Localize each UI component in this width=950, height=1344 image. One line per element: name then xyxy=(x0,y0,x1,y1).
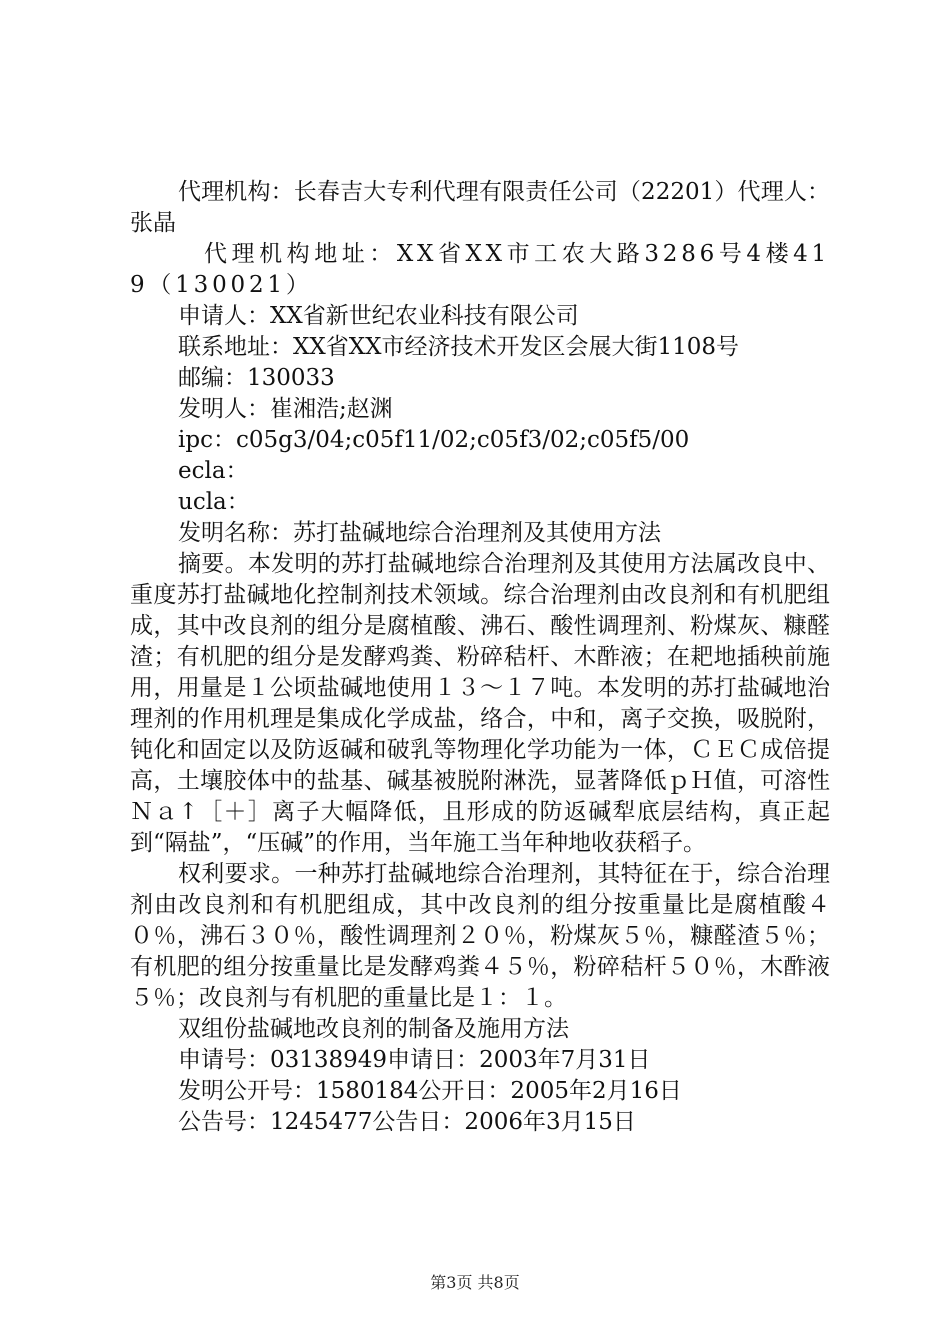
second-patent-title: 双组份盐碱地改良剂的制备及施用方法 xyxy=(178,1016,569,1042)
agency-address-paragraph: 代理机构地址：XX省XX市工农大路3286号4楼419（130021） xyxy=(130,241,830,298)
inventor-paragraph: 发明人：崔湘浩;赵渊 xyxy=(178,396,393,422)
contact-address-paragraph: 联系地址：XX省XX市经济技术开发区会展大街1108号 xyxy=(178,334,740,360)
ipc-paragraph: ipc：c05g3/04;c05f11/02;c05f3/02;c05f5/00 xyxy=(178,427,690,453)
page-footer: 第3页 共8页 xyxy=(430,1273,520,1292)
ecla-paragraph: ecla： xyxy=(178,458,249,484)
claims-paragraph: 权利要求。一种苏打盐碱地综合治理剂，其特征在于，综合治理剂由改良剂和有机肥组成，其中改良剂的组分按重量比是腐植酸４０％，沸石３０％，酸性调理剂２０％，粉煤灰５％，糠醛渣５％；有机肥的组分按重量比是发酵鸡粪４５％，粉碎秸杆５０％，木酢液５％；改良剂与有机肥的重量比是１：１。 xyxy=(130,861,830,1011)
abstract-paragraph: 摘要。本发明的苏打盐碱地综合治理剂及其使用方法属改良中、重度苏打盐碱地化控制剂技术领域。综合治理剂由改良剂和有机肥组成，其中改良剂的组分是腐植酸、沸石、酸性调理剂、粉煤灰、糠醛渣；有机肥的组分是发酵鸡粪、粉碎秸杆、木酢液；在耙地插秧前施用，用量是１公顷盐碱地使用１３～１７吨。本发明的苏打盐碱地治理剂的作用机理是集成化学成盐，络合，中和，离子交换，吸脱附，钝化和固定以及防返碱和破乳等物理化学功能为一体，ＣＥＣ成倍提高，土壤胶体中的盐基、碱基被脱附淋洗，显著降低ｐＨ值，可溶性Ｎａ↑［＋］离子大幅降低，且形成的防返碱犁底层结构，真正起到“隔盐”，“压碱”的作用，当年施工当年种地收获稻子。 xyxy=(130,551,830,856)
postcode-paragraph: 邮编：130033 xyxy=(178,365,335,391)
application-number-paragraph: 申请号：03138949申请日：2003年7月31日 xyxy=(178,1047,651,1073)
applicant-paragraph: 申请人：XX省新世纪农业科技有限公司 xyxy=(178,303,579,329)
agency-paragraph: 代理机构：长春吉大专利代理有限责任公司（22201）代理人：张晶 xyxy=(130,179,830,236)
announcement-number-paragraph: 公告号：1245477公告日：2006年3月15日 xyxy=(178,1109,636,1135)
invention-title-paragraph: 发明名称：苏打盐碱地综合治理剂及其使用方法 xyxy=(178,520,661,546)
publication-number-paragraph: 发明公开号：1580184公开日：2005年2月16日 xyxy=(178,1078,682,1104)
document-body xyxy=(130,177,830,1138)
ucla-paragraph: ucla： xyxy=(178,489,250,515)
